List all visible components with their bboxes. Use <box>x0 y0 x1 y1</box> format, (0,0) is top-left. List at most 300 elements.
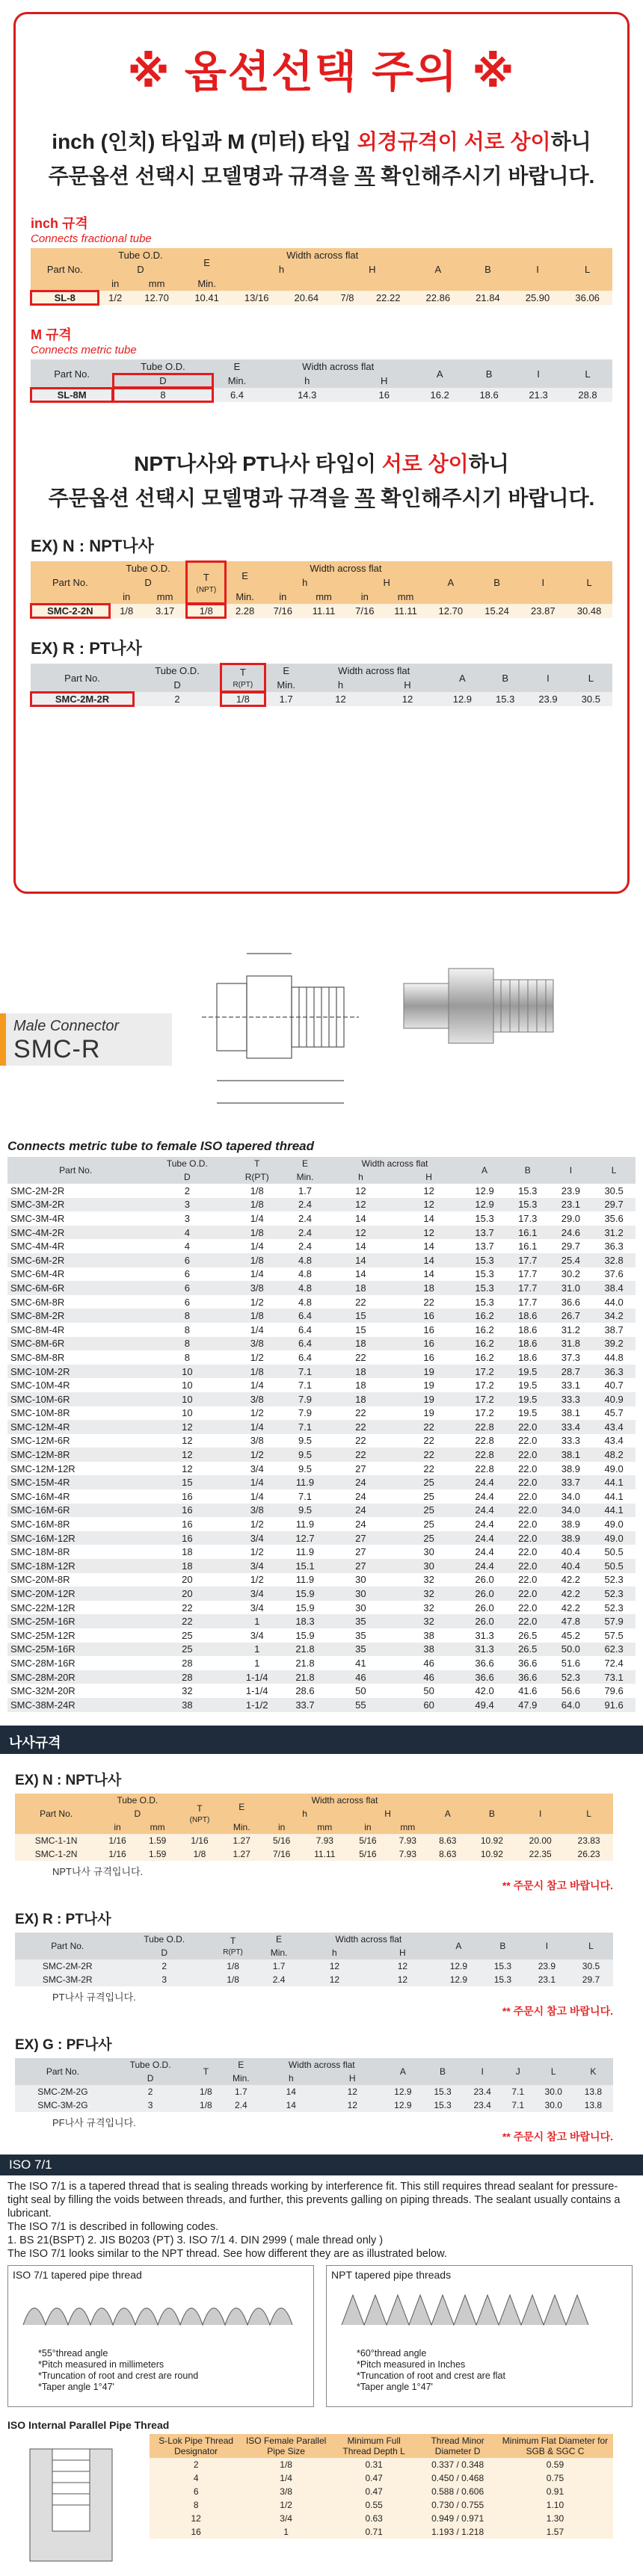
table-cell: 57.9 <box>592 1614 636 1628</box>
table-cell: 12 <box>397 1974 408 1985</box>
col-emin: Min. <box>227 375 247 386</box>
table-row <box>7 1684 636 1698</box>
col-j: J <box>515 2066 520 2077</box>
table-cell: 22.0 <box>506 1559 550 1573</box>
table-cell: 50.5 <box>592 1559 636 1573</box>
table-cell: 14 <box>395 1211 463 1226</box>
table-cell: 1.59 <box>148 1848 167 1859</box>
table-cell: 18 <box>144 1559 230 1573</box>
cell: SL-8M <box>31 388 113 402</box>
table-cell: 1/4 <box>280 2472 292 2483</box>
table-cell: 35 <box>327 1643 395 1657</box>
table-cell: 23.9 <box>550 1184 593 1198</box>
table-cell: 72.4 <box>592 1656 636 1670</box>
table-cell: 49.0 <box>592 1531 636 1545</box>
th-i: I <box>550 1157 593 1184</box>
r-ref-note: ** 주문시 참고 바랍니다. <box>502 2004 613 2017</box>
col-waf: Width across flat <box>310 563 382 574</box>
warning-line-2 <box>31 159 612 194</box>
table-cell: 3/4 <box>230 1601 283 1615</box>
table-cell: 38 <box>395 1643 463 1657</box>
table-cell: 1/2 <box>230 1350 283 1365</box>
parallel-table <box>150 2434 613 2539</box>
table-cell: 25 <box>395 1504 463 1518</box>
table-cell: 8 <box>144 1350 230 1365</box>
col-d: D <box>137 264 144 275</box>
col-d: D <box>144 577 152 588</box>
table-cell: 1-1/4 <box>230 1670 283 1684</box>
table-cell: 1/8 <box>227 1960 239 1971</box>
table-cell: 22 <box>144 1614 230 1628</box>
table-cell: 36.3 <box>592 1239 636 1253</box>
col-H: H <box>348 2072 356 2084</box>
table-cell: SMC-12M-4R <box>7 1420 144 1434</box>
col-part: Part No. <box>46 2066 79 2077</box>
table-cell: 8 <box>193 2499 199 2510</box>
col-k: K <box>590 2066 597 2077</box>
note: *Pitch measured in Inches <box>357 2359 466 2370</box>
table-cell: 49.4 <box>463 1698 506 1712</box>
col-H: H <box>369 264 376 275</box>
table-row <box>7 1614 636 1628</box>
table-cell: 40.4 <box>550 1559 593 1573</box>
col-h: h <box>288 2072 294 2084</box>
thread-section-bar: 나사규격 <box>0 1726 643 1754</box>
table-cell: 25 <box>395 1517 463 1531</box>
table-cell: 21.8 <box>283 1643 327 1657</box>
cell: 22.86 <box>425 292 451 303</box>
table-cell: 24 <box>327 1504 395 1518</box>
table-cell: 44.1 <box>592 1489 636 1504</box>
table-cell: 56.6 <box>550 1684 593 1698</box>
table-cell: 62.3 <box>592 1643 636 1657</box>
table-cell: 38.9 <box>550 1517 593 1531</box>
table-cell: 12.9 <box>463 1198 506 1212</box>
table-cell: 15 <box>144 1475 230 1489</box>
table-cell: 18.6 <box>506 1323 550 1337</box>
col-emin: Min. <box>270 1947 288 1958</box>
inch-spec-sub: Connects fractional tube <box>31 232 152 245</box>
inch-spec-label: inch 규격 <box>31 216 88 231</box>
table-cell: 23.1 <box>550 1198 593 1212</box>
iso-thread-title: ISO 7/1 tapered pipe thread <box>13 2268 142 2281</box>
table-cell: 15.3 <box>463 1253 506 1267</box>
table-cell: 15.3 <box>463 1267 506 1282</box>
table-cell: 19 <box>395 1392 463 1406</box>
table-cell: 1/4 <box>230 1239 283 1253</box>
table-cell: 18 <box>327 1337 395 1351</box>
table-cell: 47.8 <box>550 1614 593 1628</box>
table-cell: 36.3 <box>592 1365 636 1379</box>
col-tube: Tube O.D. <box>118 250 163 261</box>
table-cell: SMC-25M-16R <box>7 1643 144 1657</box>
table-cell: 16.2 <box>463 1323 506 1337</box>
table-cell: 50.0 <box>550 1643 593 1657</box>
th: Thread Minor Diameter D <box>431 2435 484 2456</box>
table-cell: SMC-4M-2R <box>7 1226 144 1240</box>
col-l: L <box>588 672 594 684</box>
table-cell: 3/4 <box>230 1462 283 1476</box>
col-b: B <box>499 1940 506 1951</box>
th-H: H <box>395 1170 463 1184</box>
table-cell: 18 <box>327 1281 395 1295</box>
table-cell: 22.0 <box>506 1462 550 1476</box>
table-cell: 32.8 <box>592 1253 636 1267</box>
col-t-npt: (NPT) <box>189 1815 210 1824</box>
table-cell: 24.6 <box>550 1226 593 1240</box>
col-in: in <box>111 278 120 289</box>
parallel-body <box>150 2458 613 2539</box>
col-b: B <box>484 264 491 275</box>
col-h: h <box>337 679 344 691</box>
r-note: PT나사 규격입니다. <box>52 1991 136 2003</box>
page <box>0 12 643 2576</box>
col-t-label: T <box>239 667 246 678</box>
table-cell: SMC-8M-6R <box>7 1337 144 1351</box>
table-cell: 0.450 / 0.468 <box>431 2472 484 2483</box>
col-i: I <box>536 264 539 275</box>
table-row <box>7 1267 636 1282</box>
table-cell: 1/8 <box>193 1848 206 1859</box>
table-cell: 6.4 <box>283 1323 327 1337</box>
table-cell: 38 <box>144 1698 230 1712</box>
cell: SMC-2-2N <box>31 604 110 618</box>
table-cell: 1.7 <box>272 1960 286 1971</box>
table-cell: 0.588 / 0.606 <box>431 2486 484 2497</box>
col-t-label: T <box>197 1803 203 1814</box>
table-cell: 12 <box>327 1198 395 1212</box>
table-cell: 41.6 <box>506 1684 550 1698</box>
table-cell: 10.92 <box>480 1848 503 1859</box>
iso-thread-box <box>7 2265 314 2407</box>
table-cell: 3/8 <box>230 1434 283 1448</box>
table-cell: 1/4 <box>230 1211 283 1226</box>
table-cell: 30.0 <box>544 2086 562 2097</box>
col-h: h <box>304 375 310 386</box>
table-cell: 12 <box>327 1184 395 1198</box>
table-cell: 1/2 <box>230 1545 283 1559</box>
col-waf: Width across flat <box>335 1933 402 1945</box>
col-tube: Tube O.D. <box>141 361 185 372</box>
col-a: A <box>459 672 466 684</box>
table-row <box>7 1211 636 1226</box>
table-cell: 15.3 <box>463 1281 506 1295</box>
table-cell: SMC-3M-4R <box>7 1211 144 1226</box>
col-i: I <box>481 2066 484 2077</box>
col-in: in <box>114 1821 121 1832</box>
table-cell: SMC-16M-4R <box>7 1489 144 1504</box>
th-d: D <box>144 1170 230 1184</box>
table-cell: 1/8 <box>230 1365 283 1379</box>
table-cell: 12.9 <box>463 1184 506 1198</box>
table-cell: 17.7 <box>506 1281 550 1295</box>
table-cell: 44.8 <box>592 1350 636 1365</box>
table-cell: 14 <box>395 1267 463 1282</box>
table-cell: 50 <box>395 1684 463 1698</box>
table-cell: 3/8 <box>230 1337 283 1351</box>
cell: 36.06 <box>575 292 600 303</box>
table-cell: 45.2 <box>550 1628 593 1643</box>
cell: 30.48 <box>576 605 602 617</box>
table-cell: 24 <box>327 1489 395 1504</box>
table-cell: 21.8 <box>283 1656 327 1670</box>
th-rpt: R(PT) <box>230 1170 283 1184</box>
col-t <box>209 1933 257 1959</box>
table-cell: SMC-38M-24R <box>7 1698 144 1712</box>
table-cell: 22 <box>395 1295 463 1309</box>
table-cell: 1/8 <box>280 2459 292 2470</box>
col-in3: in <box>364 1821 372 1832</box>
table-cell: 12.9 <box>394 2099 412 2110</box>
th-l: L <box>592 1157 636 1184</box>
table-cell: 33.7 <box>550 1475 593 1489</box>
table-row <box>7 1309 636 1323</box>
table-cell: 38.9 <box>550 1531 593 1545</box>
table-cell: 16.2 <box>463 1337 506 1351</box>
table-cell: SMC-28M-20R <box>7 1670 144 1684</box>
col-a: A <box>434 264 442 275</box>
table-cell: 50.5 <box>592 1545 636 1559</box>
cell: 12 <box>402 694 413 705</box>
table-cell: SMC-12M-12R <box>7 1462 144 1476</box>
table-cell: SMC-20M-12R <box>7 1587 144 1601</box>
table-cell: 32 <box>395 1614 463 1628</box>
table-cell: 1/2 <box>230 1448 283 1462</box>
col-l: L <box>586 577 592 588</box>
g-note: PF나사 규격입니다. <box>52 2116 136 2128</box>
npt-thread-profile <box>327 2284 626 2336</box>
table-cell: 45.7 <box>592 1406 636 1421</box>
table-cell: 4 <box>144 1239 230 1253</box>
table-cell: 25 <box>144 1643 230 1657</box>
table-cell: 22 <box>144 1601 230 1615</box>
table-row <box>7 1643 636 1657</box>
table-cell: SMC-2M-2G <box>37 2086 88 2097</box>
table-cell: 22.0 <box>506 1504 550 1518</box>
col-b: B <box>488 1808 495 1819</box>
table-cell: SMC-18M-12R <box>7 1559 144 1573</box>
table-cell: 24.4 <box>463 1489 506 1504</box>
col-h: h <box>302 1808 307 1819</box>
table-cell: 7.1 <box>283 1420 327 1434</box>
table-cell: 19 <box>395 1406 463 1421</box>
table-cell: 1/8 <box>200 2099 212 2110</box>
parallel-title: ISO Internal Parallel Pipe Thread <box>7 2418 170 2431</box>
table-cell: 22 <box>327 1420 395 1434</box>
table-cell: 27 <box>327 1559 395 1573</box>
table-cell: 0.59 <box>546 2459 564 2470</box>
table-row <box>7 1573 636 1587</box>
table-cell: 23.1 <box>538 1974 556 1985</box>
table-cell: 14 <box>395 1239 463 1253</box>
col-b: B <box>440 2066 446 2077</box>
table-cell: SMC-1-2N <box>34 1848 78 1859</box>
table-cell: 1/16 <box>108 1835 126 1846</box>
table-cell: 22 <box>395 1420 463 1434</box>
table-cell: 22.0 <box>506 1517 550 1531</box>
table-cell: 4.8 <box>283 1267 327 1282</box>
table-cell: 1 <box>230 1643 283 1657</box>
table-row <box>15 1847 613 1861</box>
table-cell: 11.9 <box>283 1517 327 1531</box>
col-e: E <box>241 569 248 581</box>
table-cell: SMC-3M-2R <box>42 1974 93 1985</box>
table-cell: 40.4 <box>550 1545 593 1559</box>
table-cell: 30 <box>395 1545 463 1559</box>
col-waf: Width across flat <box>311 1794 378 1806</box>
table-cell: 30.0 <box>544 2099 562 2110</box>
table-cell: 46 <box>395 1656 463 1670</box>
col-part: Part No. <box>64 672 100 684</box>
table-cell: 12 <box>397 1960 408 1971</box>
npt-thread-notes <box>349 2348 513 2393</box>
table-cell: 9.5 <box>283 1434 327 1448</box>
n-ref-note: ** 주문시 참고 바랍니다. <box>502 1879 613 1891</box>
table-cell: 22 <box>327 1406 395 1421</box>
thread-n-label: EX) N : NPT나사 <box>15 1772 122 1788</box>
cell: 11.11 <box>394 605 417 617</box>
th: Minimum Full Thread Depth L <box>342 2435 405 2456</box>
table-cell: 4.8 <box>283 1295 327 1309</box>
table-cell: 6 <box>144 1267 230 1282</box>
table-cell: 25.4 <box>550 1253 593 1267</box>
table-cell: 7.1 <box>511 2099 525 2110</box>
table-cell: 30 <box>327 1587 395 1601</box>
table-cell: SMC-16M-8R <box>7 1517 144 1531</box>
table-cell: 24.4 <box>463 1517 506 1531</box>
cell: 3.17 <box>155 605 175 617</box>
table-cell: 22.0 <box>506 1587 550 1601</box>
table-cell: 15.3 <box>493 1974 512 1985</box>
col-t <box>186 561 226 604</box>
col-H: H <box>381 375 388 386</box>
table-cell: 18.6 <box>506 1337 550 1351</box>
table-cell: 33.3 <box>550 1392 593 1406</box>
table-cell: 22.35 <box>529 1848 552 1859</box>
table-cell: 64.0 <box>550 1698 593 1712</box>
n-note: NPT나사 규격입니다. <box>52 1865 144 1877</box>
table-cell: 9.5 <box>283 1448 327 1462</box>
cell: 12 <box>335 694 346 705</box>
table-cell: 52.3 <box>592 1587 636 1601</box>
table-cell: 6.4 <box>283 1309 327 1323</box>
cell: 1.7 <box>279 694 293 705</box>
table-cell: 12.9 <box>394 2086 412 2097</box>
table-cell: 36.6 <box>506 1656 550 1670</box>
col-a: A <box>436 368 443 380</box>
table-cell: 7.1 <box>511 2086 525 2097</box>
parallel-section <box>0 2434 643 2576</box>
table-cell: 18 <box>327 1365 395 1379</box>
col-l: L <box>550 2066 556 2077</box>
col-l: L <box>586 1808 591 1819</box>
table-cell: 22.0 <box>506 1489 550 1504</box>
table-cell: 22.0 <box>506 1614 550 1628</box>
cell: 12.70 <box>144 292 169 303</box>
table-cell: 22.0 <box>506 1420 550 1434</box>
cell: 6.4 <box>230 389 244 401</box>
table-cell: 17.7 <box>506 1267 550 1282</box>
cell: 23.9 <box>538 694 558 705</box>
col-i: I <box>537 368 540 380</box>
table-cell: 16 <box>144 1517 230 1531</box>
table-cell: 32 <box>395 1601 463 1615</box>
table-cell: 2.4 <box>283 1226 327 1240</box>
table-cell: 10 <box>144 1378 230 1392</box>
col-H: H <box>383 577 390 588</box>
main-spec-table <box>7 1157 636 1712</box>
table-cell: 32 <box>144 1684 230 1698</box>
table-cell: 1/2 <box>230 1517 283 1531</box>
table-row <box>7 1504 636 1518</box>
table-cell: 16.2 <box>463 1309 506 1323</box>
thread-r-body <box>15 1959 613 1986</box>
table-cell: 1/8 <box>230 1198 283 1212</box>
table-cell: SMC-8M-4R <box>7 1323 144 1337</box>
table-cell: 31.2 <box>550 1323 593 1337</box>
table-cell: 9.5 <box>283 1504 327 1518</box>
table-cell: 34.0 <box>550 1489 593 1504</box>
table-cell: 0.71 <box>365 2526 383 2537</box>
table-cell: 25 <box>395 1531 463 1545</box>
col-in: in <box>123 591 131 602</box>
table-cell: 10 <box>144 1365 230 1379</box>
th-t: T <box>230 1157 283 1170</box>
table-cell: 7.1 <box>283 1365 327 1379</box>
table-cell: 11.9 <box>283 1545 327 1559</box>
thread-g-table <box>15 2058 613 2112</box>
table-cell: 0.75 <box>546 2472 564 2483</box>
m-spec-sub: Connects metric tube <box>31 344 137 356</box>
table-cell: 7/16 <box>272 1848 291 1859</box>
table-cell: SMC-6M-6R <box>7 1281 144 1295</box>
col-h: h <box>302 577 308 588</box>
col-l: L <box>588 1940 594 1951</box>
col-b: B <box>493 577 500 588</box>
table-cell: 16 <box>395 1309 463 1323</box>
table-cell: 52.3 <box>592 1601 636 1615</box>
table-cell: 12 <box>144 1434 230 1448</box>
col-mm3: mm <box>397 591 414 602</box>
fitting-photo <box>396 939 568 1073</box>
table-row <box>7 1253 636 1267</box>
th-emin: Min. <box>283 1170 327 1184</box>
warning-title: ※ 옵션선택 주의 ※ <box>127 48 516 96</box>
cell: 20.64 <box>294 292 319 303</box>
table-cell: 16 <box>144 1504 230 1518</box>
table-cell: 16 <box>191 2526 201 2537</box>
table-cell: 91.6 <box>592 1698 636 1712</box>
table-row <box>7 1434 636 1448</box>
col-part: Part No. <box>52 577 88 588</box>
table-cell: 42.2 <box>550 1587 593 1601</box>
table-cell: 38.9 <box>550 1462 593 1476</box>
col-t <box>177 1794 221 1834</box>
table-cell: 41 <box>327 1656 395 1670</box>
col-mm: mm <box>148 278 165 289</box>
table-cell: 3/8 <box>230 1281 283 1295</box>
th-h: h <box>327 1170 395 1184</box>
table-cell: 12 <box>144 1448 230 1462</box>
table-cell: 6 <box>144 1295 230 1309</box>
table-cell: 24 <box>327 1475 395 1489</box>
table-cell: 31.8 <box>550 1337 593 1351</box>
table-cell: 16 <box>395 1350 463 1365</box>
note: *Taper angle 1°47' <box>357 2381 433 2392</box>
table-cell: 3 <box>144 1198 230 1212</box>
col-e: E <box>233 361 241 372</box>
warning-line-4-c: 확인해주시기 바랍니다. <box>375 487 595 510</box>
